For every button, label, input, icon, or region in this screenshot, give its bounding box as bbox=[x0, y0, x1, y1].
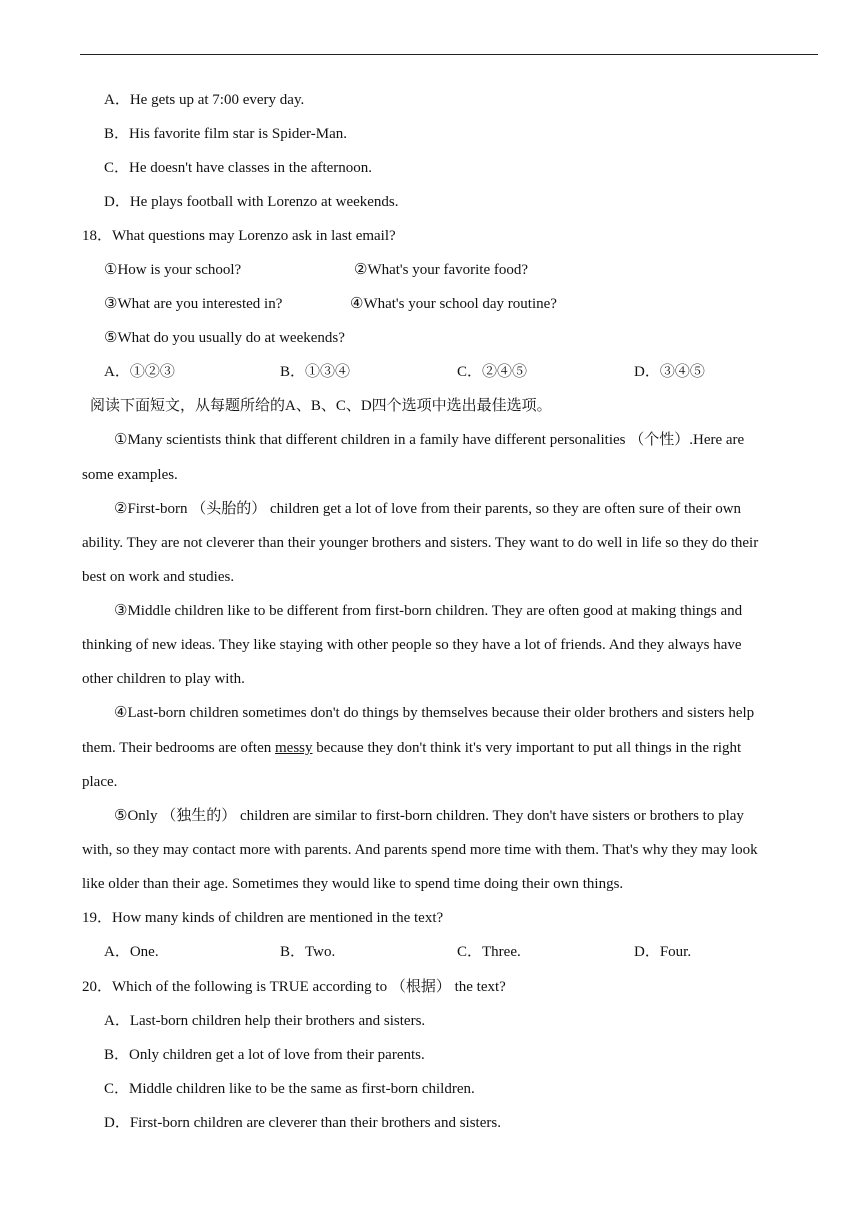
q18-answer-a: A．①②③ bbox=[104, 364, 175, 380]
q18-answer-c: C．②④⑤ bbox=[457, 364, 528, 380]
q18-item-2: ②What's your favorite food? bbox=[354, 262, 529, 278]
q20-option-a: A．Last-born children help their brothers and sisters. bbox=[104, 1013, 426, 1029]
q20-option-c: C．Middle children like to be the same as first-born children. bbox=[104, 1081, 475, 1097]
passage-p4-line1: ④Last-born children sometimes don't do things by themselves because their older brothers and sisters help bbox=[114, 705, 755, 721]
passage-p2-line2: ability. They are not cleverer than their younger brothers and sisters. They want to do well in life so they do their bbox=[82, 535, 759, 551]
passage-p5-line3: like older than their age. Sometimes they would like to spend time doing their own things. bbox=[82, 876, 624, 892]
q18-item-4: ④What's your school day routine? bbox=[350, 296, 557, 312]
q18-answer-d: D．③④⑤ bbox=[634, 364, 705, 380]
q20-stem: 20．Which of the following is TRUE according to （根据） the text? bbox=[82, 979, 506, 995]
q19-answer-c: C．Three. bbox=[457, 944, 521, 960]
passage-p3-line1: ③Middle children like to be different from first-born children. They are often good at making things and bbox=[114, 603, 743, 619]
passage-p4-text-after: because they don't think it's very important to put all things in the right bbox=[312, 740, 742, 756]
q19-answer-d: D．Four. bbox=[634, 944, 692, 960]
q18-item-5: ⑤What do you usually do at weekends? bbox=[104, 330, 345, 346]
q17-option-a: A．He gets up at 7:00 every day. bbox=[104, 92, 305, 108]
q17-option-c: C．He doesn't have classes in the afternoon. bbox=[104, 160, 373, 176]
passage-p2-line3: best on work and studies. bbox=[82, 569, 235, 585]
q19-answer-a: A．One. bbox=[104, 944, 159, 960]
reading-instruction: 阅读下面短文，从每题所给的A、B、C、D四个选项中选出最佳选项。 bbox=[90, 398, 552, 414]
passage-p5-line2: with, so they may contact more with parents. And parents spend more time with them. That's why they may look bbox=[82, 842, 758, 858]
passage-p2-line1: ②First-born （头胎的） children get a lot of love from their parents, so they are often sure of their own bbox=[114, 501, 742, 517]
passage-p4-line3: place. bbox=[82, 774, 118, 790]
q20-option-d: D．First-born children are cleverer than their brothers and sisters. bbox=[104, 1115, 501, 1131]
header-rule bbox=[80, 54, 818, 55]
q17-option-b: B．His favorite film star is Spider-Man. bbox=[104, 126, 347, 142]
passage-p1-line2: some examples. bbox=[82, 467, 178, 483]
passage-p3-line3: other children to play with. bbox=[82, 671, 245, 687]
q18-item-3: ③What are you interested in? bbox=[104, 296, 283, 312]
q18-stem: 18．What questions may Lorenzo ask in last email? bbox=[82, 228, 396, 244]
passage-p4-text-before: them. Their bedrooms are often bbox=[82, 740, 275, 756]
passage-p4-line2 bbox=[82, 738, 741, 758]
q18-answer-b: B．①③④ bbox=[280, 364, 351, 380]
q19-stem: 19．How many kinds of children are mentioned in the text? bbox=[82, 910, 444, 926]
q18-item-1: ①How is your school? bbox=[104, 262, 242, 278]
passage-p1-line1: ①Many scientists think that different children in a family have different personalities （个性）.Here are bbox=[114, 432, 745, 448]
passage-p5-line1: ⑤Only （独生的） children are similar to first-born children. They don't have sisters or brothers to play bbox=[114, 808, 744, 824]
q19-answer-b: B．Two. bbox=[280, 944, 336, 960]
passage-p3-line2: thinking of new ideas. They like staying with other people so they have a lot of friends. And they always have bbox=[82, 637, 742, 653]
underlined-word-messy: messy bbox=[275, 740, 313, 756]
q20-option-b: B．Only children get a lot of love from their parents. bbox=[104, 1047, 425, 1063]
q17-option-d: D．He plays football with Lorenzo at weekends. bbox=[104, 194, 399, 210]
